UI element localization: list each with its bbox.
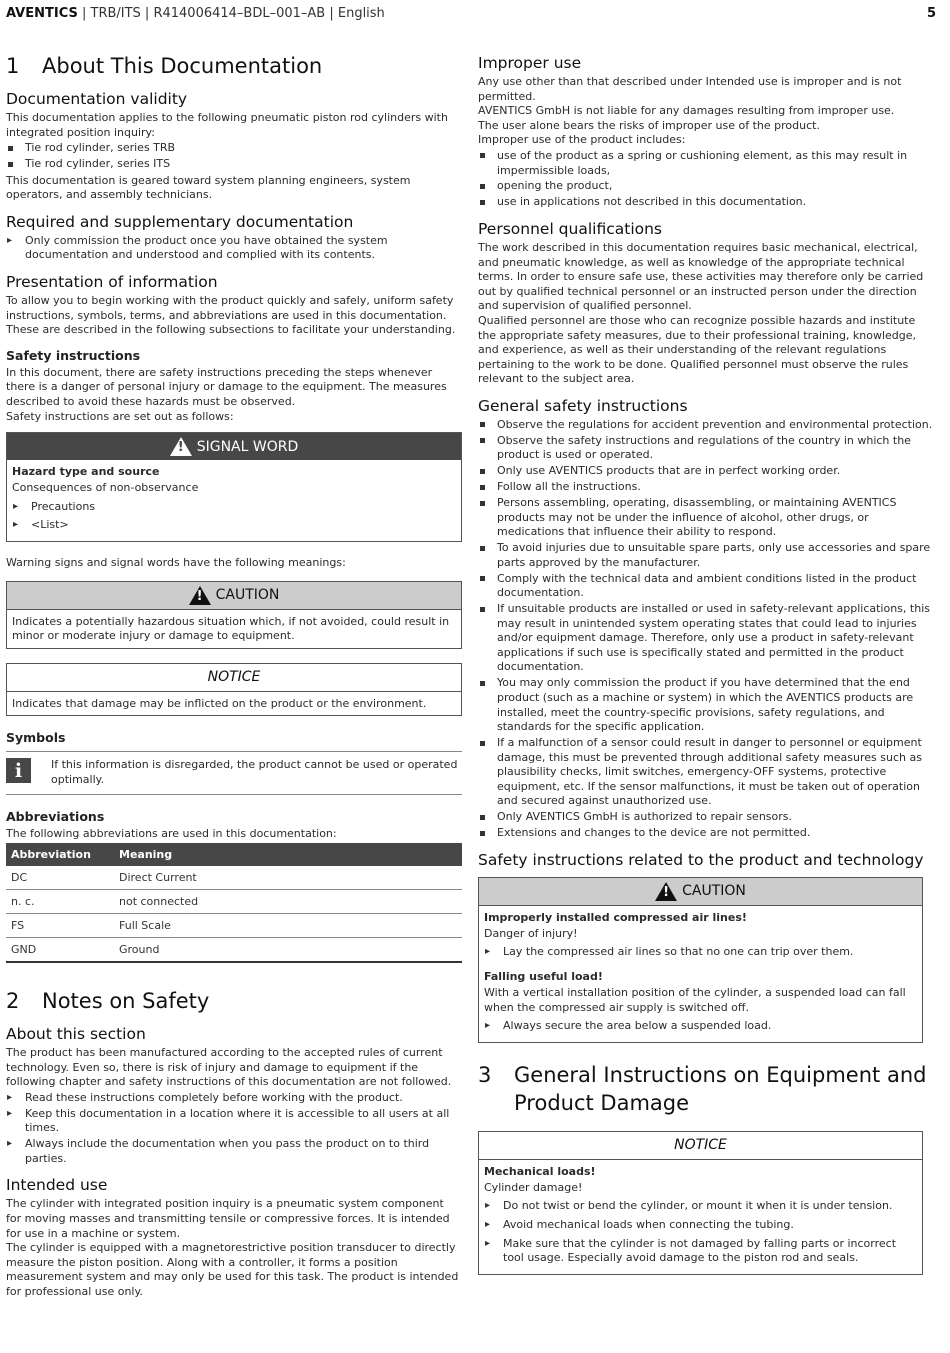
list-item: To avoid injuries due to unsuitable spare parts, only use accessories and spare parts approved by the manufacturer. bbox=[478, 541, 933, 570]
validity-list bbox=[6, 141, 462, 171]
page-header bbox=[6, 6, 936, 21]
personnel-text-1: The work described in this documentation requires basic mechanical, electrical, and pneumatic knowledge, as well as knowledge of the appropriate technical terms. In order to ensure safe use, these activities may therefore only be carried out by qualified technical personnel or an instructed person under the direction and supervision of qualified personnel. bbox=[478, 240, 924, 313]
warning-triangle-icon bbox=[189, 586, 211, 605]
list-item: ▸ Keep this documentation in a location where it is accessible to all users at all times. bbox=[6, 1107, 462, 1136]
page-number: 5 bbox=[926, 6, 936, 21]
notice-header: NOTICE bbox=[479, 1132, 922, 1160]
consequence-text: Consequences of non-observance bbox=[12, 481, 199, 495]
list-item: ▸ Only commission the product once you have obtained the system documentation and understood and complied with its contents. bbox=[6, 234, 462, 263]
validity-heading: Documentation validity bbox=[6, 90, 188, 108]
list-item: ▸ Make sure that the cylinder is not damaged by falling parts or incorrect tool usage. Especially avoid damage to the piston rod and seals. bbox=[484, 1237, 917, 1266]
improper-use-text-4: Improper use of the product includes: bbox=[478, 133, 686, 147]
hazard-consequence: With a vertical installation position of the cylinder, a suspended load can fall when the compressed air supply is switched off. bbox=[484, 985, 906, 1014]
table-row: FS Full Scale bbox=[6, 914, 462, 938]
general-safety-list bbox=[478, 418, 933, 841]
section-1-heading: 1 About This Documentation bbox=[6, 54, 323, 78]
info-icon: i bbox=[6, 758, 31, 783]
abbreviations-table bbox=[6, 843, 462, 963]
hazard-type-label: Hazard type and source bbox=[12, 465, 160, 479]
list-item: Persons assembling, operating, disassembling, or maintaining AVENTICS products may not be under the influence of alcohol, other drugs, or medications that influence their ability to respond. bbox=[478, 496, 933, 540]
about-section-list bbox=[6, 1091, 462, 1167]
list-item: ▸ Lay the compressed air lines so that no one can trip over them. bbox=[484, 945, 917, 960]
hazard-title: Mechanical loads! bbox=[484, 1164, 596, 1178]
hazard-title: Falling useful load! bbox=[484, 969, 603, 983]
list-item: ▸ Precautions bbox=[12, 500, 456, 515]
caution-box-compressed-air bbox=[478, 877, 923, 1043]
list-item: If a malfunction of a sensor could result in danger to personnel or equipment damage, this must be prevented through additional safety measures such as plausibility checks, limit switches, emergency-OFF systems, protective equipment, etc. If the sensor malfunctions, it must be taken out of operation and secured against unauthorized use. bbox=[478, 736, 933, 809]
list-item: opening the product, bbox=[478, 179, 933, 194]
signal-word-box bbox=[6, 432, 462, 542]
warning-triangle-icon bbox=[170, 437, 192, 456]
caution-header: ! CAUTION bbox=[479, 878, 922, 906]
improper-use-text-2: AVENTICS GmbH is not liable for any damages resulting from improper use. bbox=[478, 104, 895, 118]
caution-box bbox=[6, 581, 462, 649]
table-row: DC Direct Current bbox=[6, 866, 462, 890]
list-item: If unsuitable products are installed or used in safety-relevant applications, this may result in unintended system operating states that could lead to injuries and/or equipment damage. Therefore, only use a product in safety-relevant applications if such use is specifically stated and permitted in the product documentation. bbox=[478, 602, 933, 675]
left-column bbox=[6, 52, 462, 1300]
personnel-text-2: Qualified personnel are those who can recognize possible hazards and institute the appropriate safety measures, due to their professional training, knowledge, and experience, as well as their understanding of the relevant regulations pertaining to the work to be done. Qualified personnel must observe the rules relevant to the subject area. bbox=[478, 313, 917, 386]
section-3-heading: 3 General Instructions on Equipment and Product Damage bbox=[478, 1062, 927, 1115]
improper-use-list bbox=[478, 149, 933, 210]
signal-word-header: ! SIGNAL WORD bbox=[7, 433, 461, 460]
hazard-title: Improperly installed compressed air lines! bbox=[484, 910, 747, 924]
list-item: use in applications not described in this documentation. bbox=[478, 195, 933, 210]
list-item: ▸ Do not twist or bend the cylinder, or mount it when it is under tension. bbox=[484, 1199, 917, 1214]
list-item: Observe the safety instructions and regulations of the country in which the product is used or operated. bbox=[478, 434, 933, 463]
safety-text-2: Safety instructions are set out as follows: bbox=[6, 409, 234, 423]
doc-reference: | TRB/ITS | R414006414–BDL–001–AB | English bbox=[77, 6, 385, 21]
list-item: Observe the regulations for accident prevention and environmental protection. bbox=[478, 418, 933, 433]
caution-header: ! CAUTION bbox=[7, 582, 461, 610]
general-safety-heading: General safety instructions bbox=[478, 396, 688, 415]
list-item: ▸ Read these instructions completely before working with the product. bbox=[6, 1091, 462, 1106]
abbreviations-intro: The following abbreviations are used in this documentation: bbox=[6, 826, 337, 840]
list-item: Only use AVENTICS products that are in perfect working order. bbox=[478, 464, 933, 479]
notice-box-mechanical bbox=[478, 1131, 923, 1275]
intended-use-text-1: The cylinder with integrated position inquiry is a pneumatic system component for moving masses and transmitting tensile or compressive forces. It is intended for use in a machine or system. bbox=[6, 1197, 450, 1240]
meanings-intro: Warning signs and signal words have the following meanings: bbox=[6, 555, 346, 569]
list-item: ▸ <List> bbox=[12, 518, 456, 533]
safety-instructions-heading: Safety instructions bbox=[6, 347, 141, 363]
brand-name: AVENTICS bbox=[6, 6, 78, 21]
intended-use-heading: Intended use bbox=[6, 1176, 108, 1195]
required-docs-heading: Required and supplementary documentation bbox=[6, 212, 354, 231]
table-row: n. c. not connected bbox=[6, 890, 462, 914]
symbol-info-row bbox=[6, 751, 462, 794]
about-section-heading: About this section bbox=[6, 1025, 146, 1044]
list-item: Tie rod cylinder, series ITS bbox=[6, 157, 462, 172]
list-item: You may only commission the product if you have determined that the end product (such as a machine or system) in which the AVENTICS products are installed, meet the country-specific provisions, safety regulations, and standards for the specific application. bbox=[478, 676, 933, 734]
list-item: Follow all the instructions. bbox=[478, 480, 933, 495]
right-column bbox=[478, 54, 933, 1283]
list-item: Tie rod cylinder, series TRB bbox=[6, 141, 462, 156]
list-item: use of the product as a spring or cushioning element, as this may result in impermissible loads, bbox=[478, 149, 933, 178]
improper-use-text-1: Any use other than that described under Intended use is improper and is not permitted. bbox=[478, 75, 902, 103]
list-item: ▸ Always include the documentation when you pass the product on to third parties. bbox=[6, 1137, 462, 1166]
symbols-heading: Symbols bbox=[6, 730, 66, 746]
section-2-heading: 2 Notes on Safety bbox=[6, 989, 210, 1014]
warning-triangle-icon bbox=[655, 882, 677, 901]
table-header-row: Abbreviation Meaning bbox=[6, 843, 462, 866]
notice-text: Indicates that damage may be inflicted on the product or the environment. bbox=[12, 696, 427, 710]
presentation-text: To allow you to begin working with the product quickly and safely, uniform safety instructions, symbols, terms, and abbreviations are used in this documentation. These are described in the following subsections to facilitate your understanding. bbox=[6, 294, 456, 337]
safety-text-1: In this document, there are safety instructions preceding the steps whenever there is a danger of personal injury or damage to the equipment. The measures described to avoid these hazards must be observed. bbox=[6, 365, 447, 409]
presentation-heading: Presentation of information bbox=[6, 273, 218, 292]
abbreviations-heading: Abbreviations bbox=[6, 808, 105, 824]
hazard-consequence: Danger of injury! bbox=[484, 926, 578, 940]
list-item: Comply with the technical data and ambient conditions listed in the product documentation. bbox=[478, 572, 933, 601]
table-row: GND Ground bbox=[6, 938, 462, 963]
improper-use-heading: Improper use bbox=[478, 54, 582, 72]
required-docs-list bbox=[6, 234, 462, 263]
validity-outro: This documentation is geared toward system planning engineers, system operators, and assembly technicians. bbox=[6, 173, 411, 202]
notice-box bbox=[6, 663, 462, 717]
caution-text: Indicates a potentially hazardous situation which, if not avoided, could result in minor or moderate injury or damage to equipment. bbox=[12, 614, 450, 643]
about-section-text: The product has been manufactured according to the accepted rules of current technology. Even so, there is risk of injury and damage to equipment if the following chapter and safety instructions of this documentation are not followed. bbox=[6, 1046, 452, 1089]
list-item: Only AVENTICS GmbH is authorized to repair sensors. bbox=[478, 810, 933, 825]
notice-header: NOTICE bbox=[7, 664, 461, 692]
intended-use-text-2: The cylinder is equipped with a magnetorestrictive position transducer to directly measure the piston position. Along with a controller, it forms a position measurement system and may only be used for this task. The product is intended for professional use only. bbox=[6, 1241, 459, 1299]
list-item: ▸ Avoid mechanical loads when connecting the tubing. bbox=[484, 1218, 917, 1233]
hazard-consequence: Cylinder damage! bbox=[484, 1180, 583, 1194]
validity-intro: This documentation applies to the following pneumatic piston rod cylinders with integrated position inquiry: bbox=[6, 111, 448, 139]
symbol-info-text: If this information is disregarded, the product cannot be used or operated optimally. bbox=[51, 758, 458, 786]
list-item: Extensions and changes to the device are not permitted. bbox=[478, 826, 933, 841]
personnel-heading: Personnel qualifications bbox=[478, 219, 663, 238]
list-item: ▸ Always secure the area below a suspended load. bbox=[484, 1019, 917, 1034]
improper-use-text-3: The user alone bears the risks of improper use of the product. bbox=[478, 118, 820, 132]
related-safety-heading: Safety instructions related to the product and technology bbox=[478, 850, 924, 869]
